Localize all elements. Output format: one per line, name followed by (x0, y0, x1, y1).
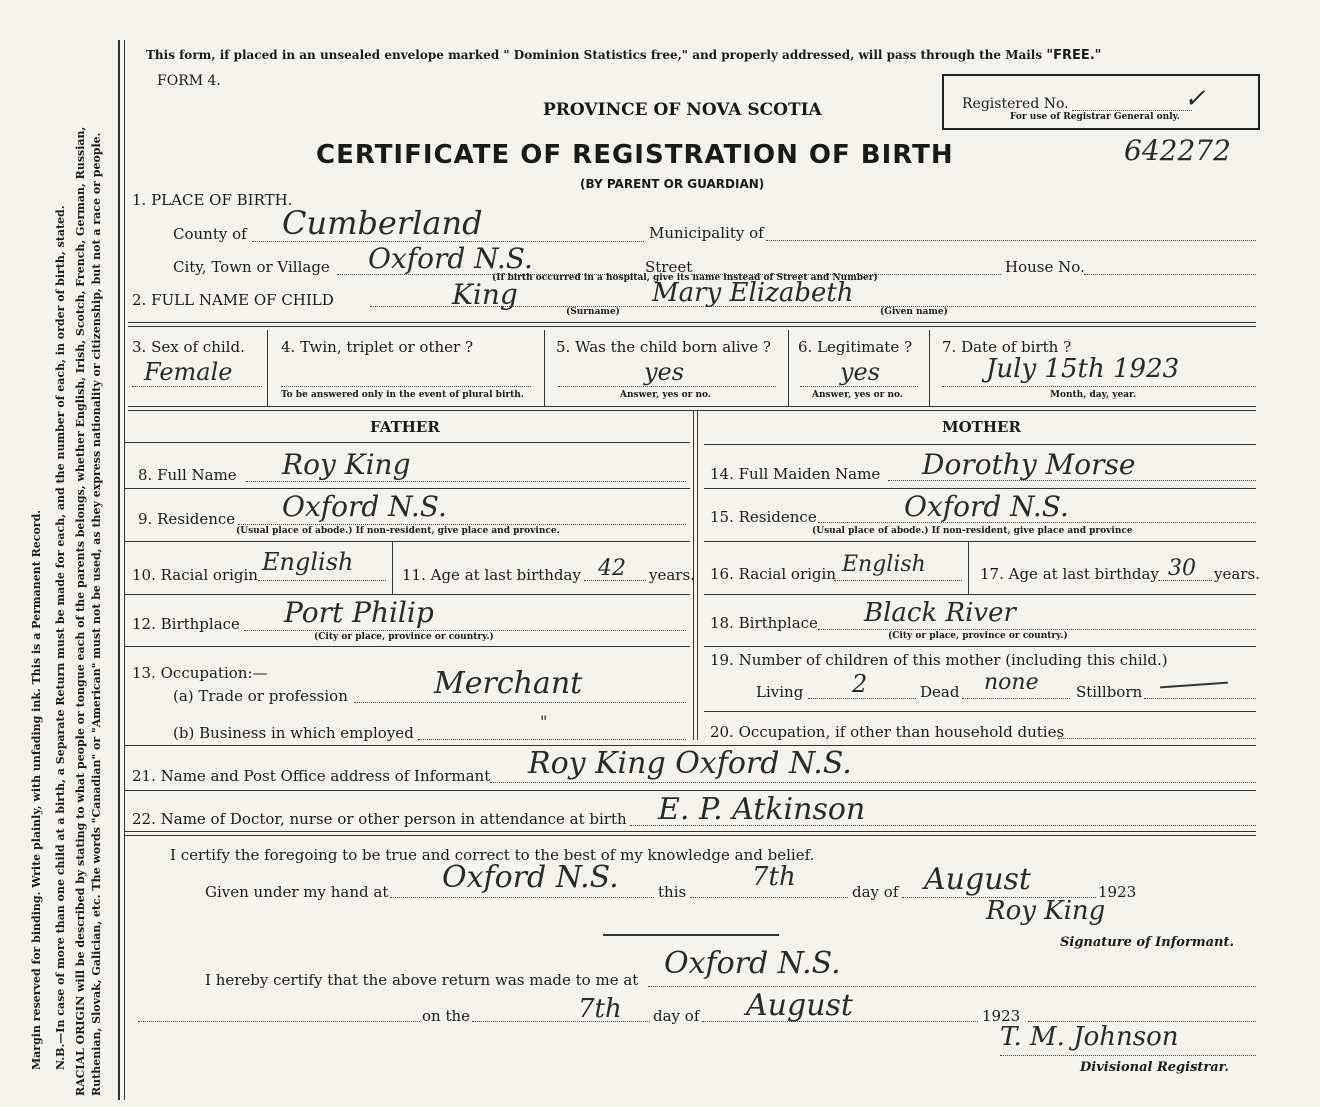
children-label: 19. Number of children of this mother (including this child.) (710, 651, 1168, 669)
child-name-label: 2. FULL NAME OF CHILD (132, 291, 334, 309)
mother-residence: Oxford N.S. (904, 490, 1069, 523)
margin-note-4: Ruthenian, Slovak, Galician, etc. The words "Canadian" or "American" must not be used, as they express nationality or citizenship, but not a race or people. (90, 132, 103, 1096)
given-place: Oxford N.S. (442, 860, 619, 895)
municipality-label: Municipality of (649, 224, 764, 242)
mail-note: This form, if placed in an unsealed envelope marked " Dominion Statistics free," and properly addressed, will pass through the Mails "FREE." (146, 48, 1102, 63)
registrar-place: Oxford N.S. (664, 946, 841, 981)
margin-note-2: N.B.—In case of more than one child at a birth, a Separate Return must be made for each, and the number of each, in order of birth, stated. (54, 205, 67, 1070)
alive-value: yes (644, 358, 685, 386)
father-occupation-label: 13. Occupation:— (132, 664, 268, 682)
hospital-note: (If birth occurred in a hospital, give its name instead of Street and Number) (492, 273, 878, 283)
child-given-name: Mary Elizabeth (652, 278, 854, 308)
father-age-label: 11. Age at last birthday (402, 566, 581, 584)
county-label: County of (173, 225, 247, 243)
doctor-value: E. P. Atkinson (658, 792, 866, 827)
informant-signature-caption: Signature of Informant. (1060, 935, 1234, 950)
mother-name: Dorothy Morse (922, 448, 1136, 481)
legitimate-value: yes (840, 358, 881, 386)
doctor-label: 22. Name of Doctor, nurse or other person in attendance at birth (132, 810, 627, 828)
father-race: English (262, 548, 354, 576)
given-day: 7th (752, 862, 796, 892)
registrar-signature: T. M. Johnson (1000, 1022, 1179, 1052)
form-number: FORM 4. (157, 73, 221, 89)
trade-value: Merchant (434, 666, 583, 701)
binding-margin-line (118, 40, 120, 1100)
living-value: 2 (852, 670, 868, 698)
certificate-subtitle: (BY PARENT OR GUARDIAN) (580, 177, 765, 191)
registration-number: 642272 (1124, 134, 1231, 167)
father-birthplace-caption: (City or place, province or country.) (314, 632, 494, 642)
twin-label: 4. Twin, triplet or other ? (281, 338, 473, 356)
city-value: Oxford N.S. (368, 242, 533, 275)
county-value: Cumberland (282, 204, 483, 242)
legitimate-caption: Answer, yes or no. (812, 390, 903, 400)
informant-label: 21. Name and Post Office address of Informant (132, 767, 491, 785)
registrar-dayof-label: day of (653, 1007, 700, 1025)
dob-value: July 15th 1923 (986, 354, 1180, 384)
this-label: this (658, 883, 687, 901)
alive-caption: Answer, yes or no. (620, 390, 711, 400)
mother-name-label: 14. Full Maiden Name (710, 465, 881, 483)
dead-label: Dead (920, 683, 960, 701)
father-residence-caption: (Usual place of abode.) If non-resident, give place and province. (236, 526, 560, 536)
legitimate-label: 6. Legitimate ? (798, 338, 913, 356)
margin-note-3: RACIAL ORIGIN will be described by stating to what people or tongue each of the parents belongs, whether English, Irish, Scotch, French, German, Russian, (74, 126, 87, 1096)
mother-residence-caption: (Usual place of abode.) If non-resident, give place and province (812, 526, 1133, 536)
alive-label: 5. Was the child born alive ? (556, 338, 771, 356)
margin-note-1: Margin reserved for binding. Write plainly, with unfading ink. This is a Permanent Record. (30, 509, 43, 1070)
mother-birthplace-label: 18. Birthplace (710, 614, 818, 632)
registrar-day: 7th (578, 994, 622, 1024)
dob-caption: Month, day, year. (1050, 390, 1137, 400)
father-residence: Oxford N.S. (282, 490, 447, 523)
surname-caption: (Surname) (566, 307, 620, 317)
child-surname: King (452, 278, 518, 311)
mail-free: "FREE." (1046, 48, 1102, 63)
binding-margin-line-2 (124, 40, 125, 1100)
living-label: Living (756, 683, 804, 701)
given-label: Given under my hand at (205, 883, 389, 901)
given-year: 1923 (1098, 883, 1137, 901)
twin-note: To be answered only in the event of plural birth. (281, 390, 524, 400)
place-of-birth-heading: 1. PLACE OF BIRTH. (132, 191, 293, 209)
father-birthplace-label: 12. Birthplace (132, 615, 240, 633)
given-month: August (924, 862, 1031, 897)
given-dayof-label: day of (852, 883, 899, 901)
registered-note: For use of Registrar General only. (1010, 112, 1180, 122)
registered-label: Registered No. (962, 96, 1069, 112)
certificate-title: CERTIFICATE OF REGISTRATION OF BIRTH (316, 140, 954, 170)
separator-rule (603, 934, 779, 936)
informant-value: Roy King Oxford N.S. (528, 746, 852, 781)
onthe-label: on the (422, 1007, 471, 1025)
street-label: Street (645, 258, 693, 276)
city-label: City, Town or Village (173, 258, 330, 276)
father-name-label: 8. Full Name (138, 466, 237, 484)
registrar-statement: I hereby certify that the above return was made to me at (205, 971, 639, 989)
father-years: years. (649, 566, 695, 584)
registrar-year: 1923 (982, 1007, 1021, 1025)
mother-race: English (842, 552, 926, 577)
registrar-month: August (746, 988, 853, 1023)
certify-statement: I certify the foregoing to be true and correct to the best of my knowledge and belief. (170, 846, 815, 864)
registered-box (942, 74, 1260, 130)
stillborn-dash (1160, 682, 1228, 689)
house-label: House No. (1005, 258, 1085, 276)
mother-age-label: 17. Age at last birthday (980, 565, 1159, 583)
trade-label: (a) Trade or profession (173, 687, 348, 705)
business-label: (b) Business in which employed (173, 724, 414, 742)
sex-label: 3. Sex of child. (132, 338, 245, 356)
registered-mark: ✓ (1184, 84, 1206, 114)
dob-label: 7. Date of birth ? (942, 338, 1072, 356)
mother-birthplace-caption: (City or place, province or country.) (888, 631, 1068, 641)
sex-value: Female (144, 358, 233, 386)
father-age: 42 (598, 556, 626, 581)
province-heading: PROVINCE OF NOVA SCOTIA (543, 100, 822, 120)
father-name: Roy King (282, 448, 411, 481)
mother-occupation-label: 20. Occupation, if other than household duties (710, 723, 1065, 741)
mother-heading: MOTHER (942, 418, 1021, 436)
mother-residence-label: 15. Residence (710, 508, 817, 526)
registrar-signature-caption: Divisional Registrar. (1080, 1060, 1229, 1075)
business-value: " (540, 712, 548, 731)
stillborn-label: Stillborn (1076, 683, 1143, 701)
father-residence-label: 9. Residence (138, 510, 236, 528)
given-name-caption: (Given name) (880, 307, 948, 317)
mother-years: years. (1214, 565, 1260, 583)
mother-race-label: 16. Racial origin (710, 565, 836, 583)
dead-value: none (984, 670, 1039, 695)
informant-signature: Roy King (986, 896, 1106, 926)
father-heading: FATHER (370, 418, 440, 436)
mother-age: 30 (1168, 556, 1196, 581)
father-birthplace: Port Philip (284, 596, 434, 629)
mother-birthplace: Black River (864, 598, 1016, 628)
father-race-label: 10. Racial origin (132, 566, 258, 584)
